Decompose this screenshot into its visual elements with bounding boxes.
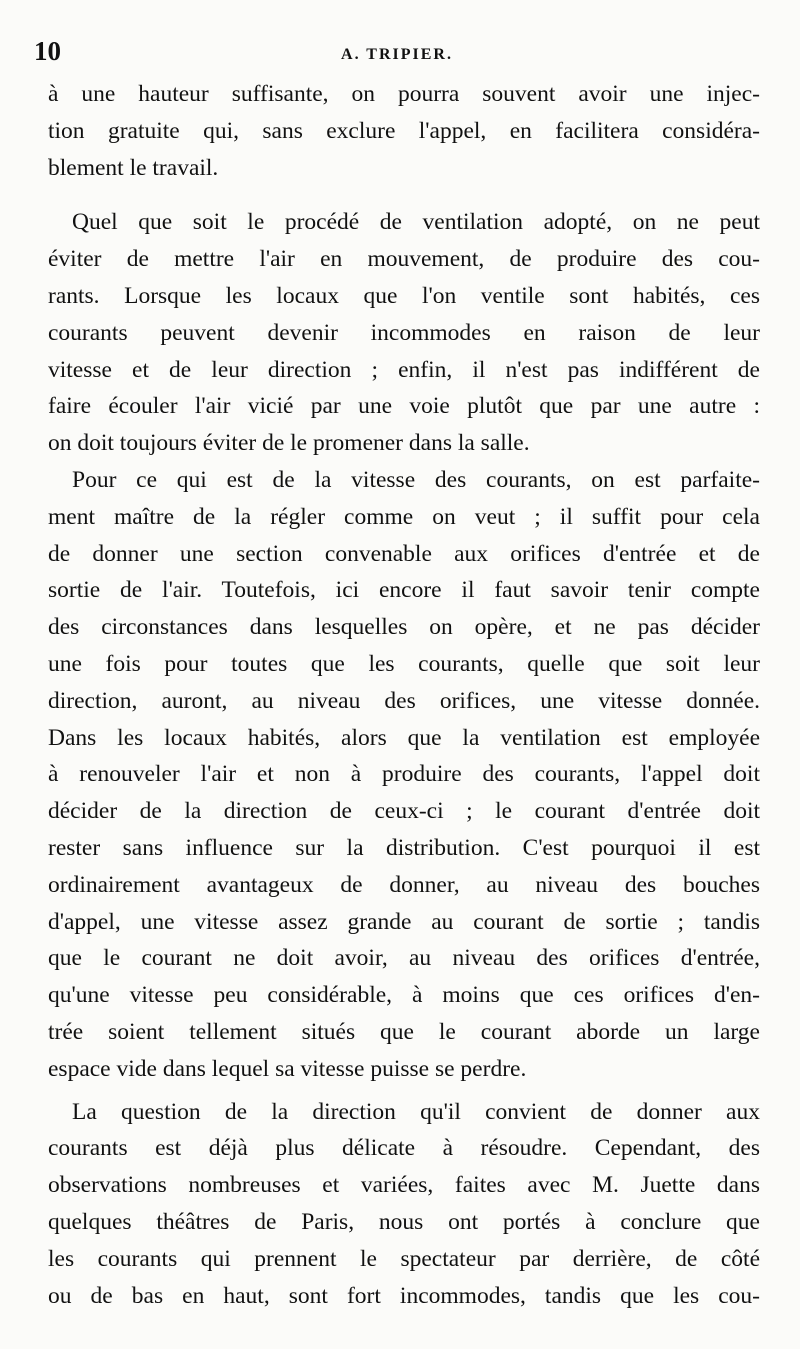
text-line: à renouveler l'air et non à produire des courants, l'appel doit (48, 761, 760, 788)
text-line: décider de la direction de ceux-ci ; le courant d'entrée doit (48, 798, 760, 825)
running-head: A. TRIPIER. (341, 46, 453, 63)
text-line: blement le travail. (48, 154, 219, 181)
text-line: tion gratuite qui, sans exclure l'appel, en facilitera considéra- (48, 117, 760, 144)
paragraph (48, 462, 760, 1088)
text-line: rester sans influence sur la distribution. C'est pourquoi il est (48, 834, 760, 861)
text-line: on doit toujours éviter de le promener dans la salle. (48, 430, 530, 457)
body-text (48, 76, 760, 1314)
page-header (34, 36, 760, 66)
page-number: 10 (34, 36, 61, 66)
text-line: Dans les locaux habités, alors que la ventilation est employée (48, 724, 760, 751)
text-line: de donner une section convenable aux orifices d'entrée et de (48, 540, 760, 567)
text-line: courants peuvent devenir incommodes en raison de leur (48, 319, 760, 346)
paragraph (48, 1094, 760, 1315)
text-line: faire écouler l'air vicié par une voie plutôt que par une autre : (48, 393, 760, 420)
paragraph (48, 76, 760, 186)
text-line: éviter de mettre l'air en mouvement, de produire des cou- (48, 246, 760, 273)
text-line: que le courant ne doit avoir, au niveau des orifices d'entrée, (48, 945, 760, 972)
text-line: qu'une vitesse peu considérable, à moins que ces orifices d'en- (48, 982, 760, 1009)
text-line: d'appel, une vitesse assez grande au courant de sortie ; tandis (48, 908, 760, 935)
text-line: observations nombreuses et variées, faites avec M. Juette dans (48, 1172, 760, 1199)
text-line: ment maître de la régler comme on veut ; il suffit pour cela (48, 503, 760, 530)
text-line: vitesse et de leur direction ; enfin, il n'est pas indifférent de (48, 356, 760, 383)
text-line: rants. Lorsque les locaux que l'on ventile sont habités, ces (48, 282, 760, 309)
text-line: des circonstances dans lesquelles on opère, et ne pas décider (48, 614, 760, 641)
text-line: ordinairement avantageux de donner, au niveau des bouches (48, 871, 760, 898)
text-line: les courants qui prennent le spectateur par derrière, de côté (48, 1245, 760, 1272)
text-line: espace vide dans lequel sa vitesse puisse se perdre. (48, 1055, 527, 1082)
text-line: Pour ce qui est de la vitesse des courants, on est parfaite- (72, 466, 760, 493)
text-line: ou de bas en haut, sont fort incommodes, tandis que les cou- (48, 1282, 760, 1309)
text-line: courants est déjà plus délicate à résoudre. Cependant, des (48, 1135, 760, 1162)
text-line: à une hauteur suffisante, on pourra souvent avoir une injec- (48, 81, 760, 107)
text-line: sortie de l'air. Toutefois, ici encore il faut savoir tenir compte (48, 577, 760, 604)
text-line: quelques théâtres de Paris, nous ont portés à conclure que (48, 1208, 760, 1235)
paragraph (48, 204, 760, 462)
text-line: La question de la direction qu'il convient de donner aux (72, 1098, 760, 1125)
text-line: trée soient tellement situés que le courant aborde un large (48, 1018, 760, 1045)
text-line: direction, auront, au niveau des orifices, une vitesse donnée. (48, 687, 760, 714)
text-line: Quel que soit le procédé de ventilation adopté, on ne peut (72, 209, 760, 236)
text-line: une fois pour toutes que les courants, quelle que soit leur (48, 650, 760, 677)
